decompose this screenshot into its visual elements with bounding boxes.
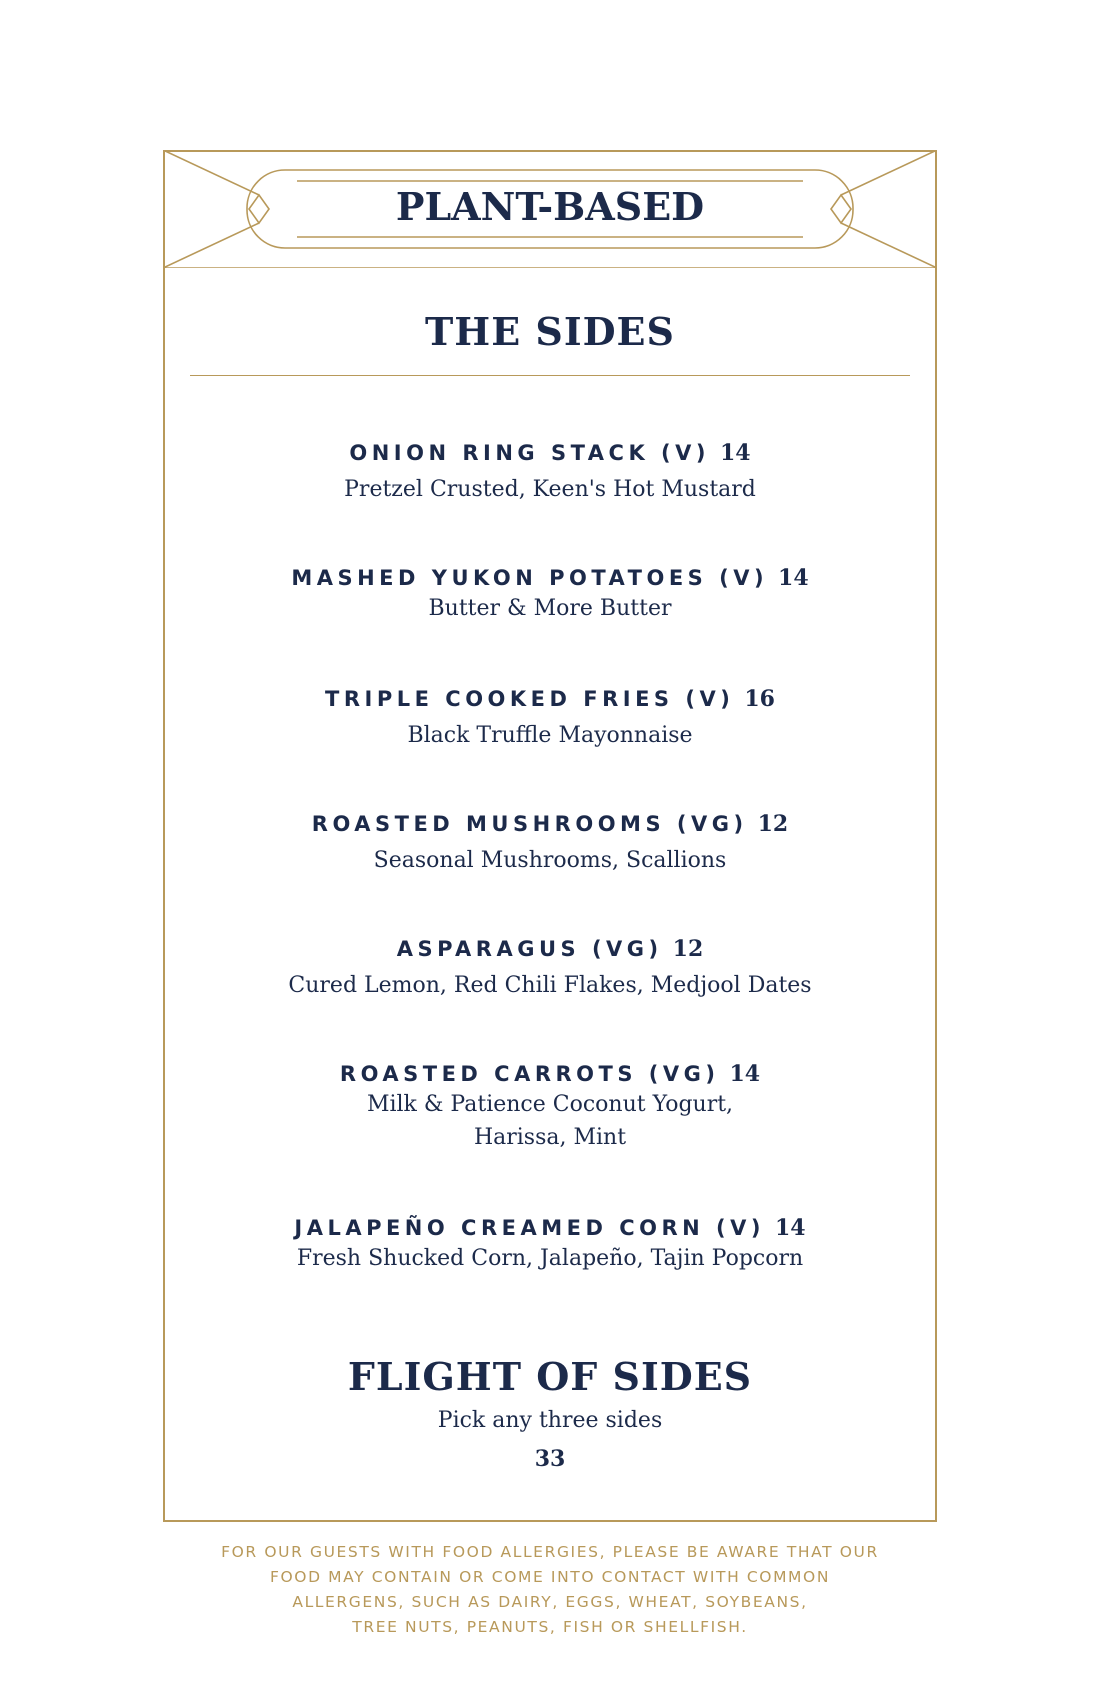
- header-banner: [163, 150, 937, 268]
- item-description-line: Butter & More Butter: [428, 596, 672, 621]
- menu-item-mashed-yukon-potatoes: [163, 564, 937, 625]
- item-price: 12: [757, 811, 789, 837]
- menu-item-roasted-carrots: [163, 1060, 937, 1154]
- item-description-line: Fresh Shucked Corn, Jalapeño, Tajin Popcorn: [296, 1246, 804, 1271]
- item-name: MASHED YUKON POTATOES (V): [291, 566, 769, 590]
- item-description: [163, 1088, 937, 1154]
- menu-item-triple-cooked-fries: [163, 685, 937, 752]
- allergy-notice: [163, 1540, 937, 1640]
- item-description-line: Pretzel Crusted, Keen's Hot Mustard: [344, 477, 756, 502]
- item-description-line: Milk & Patience Coconut Yogurt,: [366, 1092, 734, 1117]
- flight-of-sides-price: 33: [534, 1446, 566, 1472]
- section-title: THE SIDES: [425, 309, 675, 354]
- allergy-notice-line: FOR OUR GUESTS WITH FOOD ALLERGIES, PLEASE BE AWARE THAT OUR: [221, 1543, 879, 1561]
- allergy-notice-line: ALLERGENS, SUCH AS DAIRY, EGGS, WHEAT, SOYBEANS,: [292, 1593, 808, 1611]
- item-description: [163, 844, 937, 877]
- item-name: JALAPEÑO CREAMED CORN (V): [294, 1216, 765, 1240]
- item-name: ROASTED CARROTS (VG): [339, 1062, 720, 1086]
- menu-item-onion-ring-stack: [163, 439, 937, 506]
- item-price: 14: [774, 1215, 806, 1241]
- menu-item-jalapeno-creamed-corn: [163, 1214, 937, 1275]
- item-price: 16: [744, 686, 775, 712]
- item-price: 14: [778, 565, 809, 591]
- menu-item-asparagus: [163, 935, 937, 1002]
- flight-of-sides-description: Pick any three sides: [437, 1408, 663, 1433]
- menu-item-roasted-mushrooms: [163, 810, 937, 877]
- page-title: PLANT-BASED: [395, 184, 705, 229]
- allergy-notice-line: TREE NUTS, PEANUTS, FISH OR SHELLFISH.: [352, 1618, 748, 1636]
- item-description-line: Harissa, Mint: [473, 1125, 627, 1150]
- item-description-line: Black Truffle Mayonnaise: [407, 723, 693, 748]
- item-description-line: Seasonal Mushrooms, Scallions: [373, 848, 727, 873]
- item-description-line: Cured Lemon, Red Chili Flakes, Medjool Dates: [288, 973, 812, 998]
- flight-of-sides-title: FLIGHT OF SIDES: [347, 1354, 753, 1399]
- item-name: TRIPLE COOKED FRIES (V): [325, 687, 735, 711]
- item-name: ROASTED MUSHROOMS (VG): [311, 812, 748, 836]
- item-description: [163, 592, 937, 625]
- item-name: ASPARAGUS (VG): [396, 937, 663, 961]
- item-name: ONION RING STACK (V): [349, 441, 710, 465]
- item-price: 14: [729, 1061, 761, 1087]
- item-price: 12: [672, 936, 704, 962]
- section-divider: [190, 375, 910, 376]
- item-description: [163, 1242, 937, 1275]
- item-description: [163, 719, 937, 752]
- item-description: [163, 473, 937, 506]
- item-description: [163, 969, 937, 1002]
- item-price: 14: [719, 440, 751, 466]
- allergy-notice-line: FOOD MAY CONTAIN OR COME INTO CONTACT WITH COMMON: [269, 1568, 831, 1586]
